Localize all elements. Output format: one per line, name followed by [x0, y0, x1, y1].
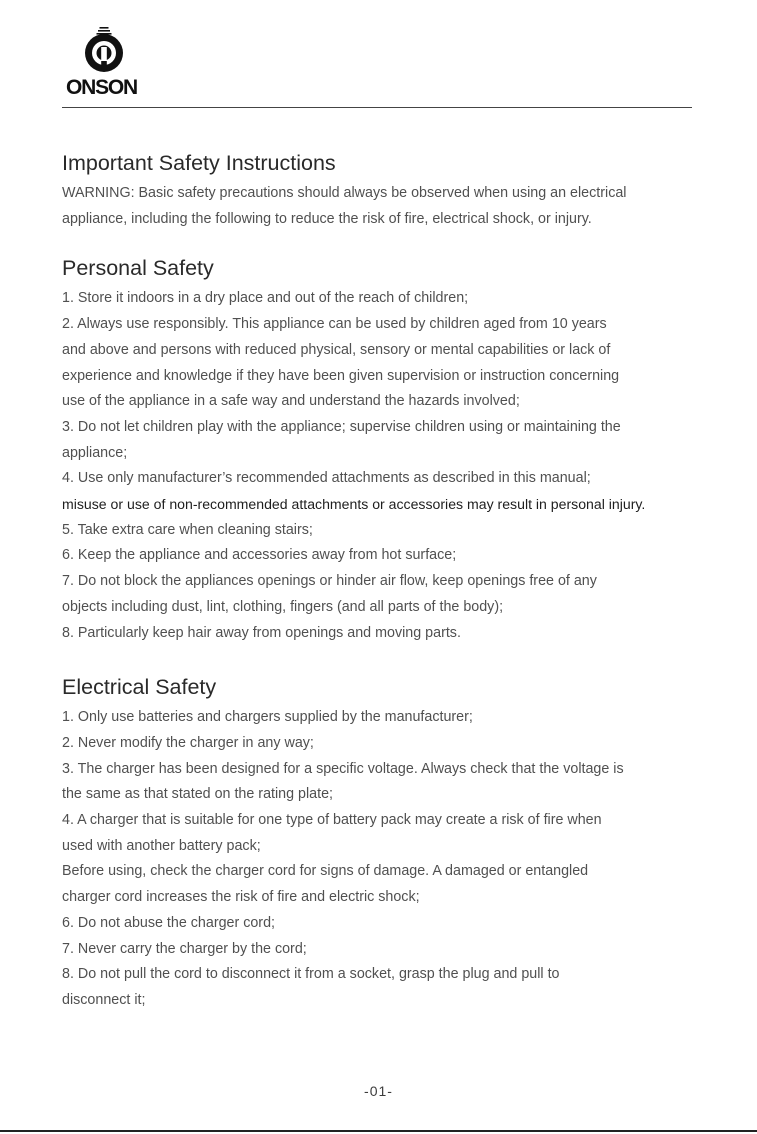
paragraph-line: 1. Only use batteries and chargers supplied by the manufacturer; — [62, 709, 473, 726]
paragraph-line: appliance, including the following to reduce the risk of fire, electrical shock, or injury. — [62, 210, 592, 227]
paragraph-line: the same as that stated on the rating plate; — [62, 786, 334, 803]
section-heading: Electrical Safety — [62, 675, 217, 700]
paragraph-line: used with another battery pack; — [62, 837, 261, 854]
paragraph-line: 4. A charger that is suitable for one type of battery pack may create a risk of fire when — [62, 812, 602, 829]
header-divider — [62, 107, 692, 108]
section-personal-safety — [62, 254, 722, 646]
paragraph-line: disconnect it; — [62, 991, 146, 1008]
section-heading: Important Safety Instructions — [62, 151, 336, 175]
section-electrical-safety — [62, 673, 722, 1013]
paragraph-line: 3. The charger has been designed for a specific voltage. Always check that the voltage is — [62, 760, 624, 777]
paragraph-line: 5. Take extra care when cleaning stairs; — [62, 521, 313, 538]
paragraph-line: charger cord increases the risk of fire and electric shock; — [62, 889, 420, 906]
paragraph-line: 8. Particularly keep hair away from openings and moving parts. — [62, 624, 461, 641]
paragraph-line: objects including dust, lint, clothing, fingers (and all parts of the body); — [62, 598, 504, 615]
paragraph-line: 7. Do not block the appliances openings or hinder air flow, keep openings free of any — [62, 573, 597, 590]
paragraph-line: 1. Store it indoors in a dry place and out of the reach of children; — [62, 290, 469, 307]
section-heading: Personal Safety — [62, 256, 214, 281]
paragraph-line: 7. Never carry the charger by the cord; — [62, 940, 307, 957]
paragraph-line: 8. Do not pull the cord to disconnect it from a socket, grasp the plug and pull to — [62, 966, 560, 983]
paragraph-line: and above and persons with reduced physical, sensory or mental capabilities or lack of — [62, 341, 611, 358]
paragraph-line: misuse or use of non-recommended attachments or accessories may result in personal injury. — [62, 496, 646, 513]
brand-name: ONSON — [66, 76, 138, 99]
paragraph-line: appliance; — [62, 444, 128, 461]
paragraph-line: 3. Do not let children play with the appliance; supervise children using or maintaining the — [62, 418, 621, 435]
document-body — [62, 149, 722, 1014]
paragraph-line: 6. Do not abuse the charger cord; — [62, 914, 275, 931]
paragraph-line: 2. Never modify the charger in any way; — [62, 734, 314, 751]
paragraph-line: Before using, check the charger cord for signs of damage. A damaged or entangled — [62, 863, 589, 880]
onson-logo-icon — [79, 24, 129, 76]
paragraph-line: 2. Always use responsibly. This appliance can be used by children aged from 10 years — [62, 316, 607, 333]
paragraph-line: use of the appliance in a safe way and understand the hazards involved; — [62, 393, 520, 410]
footer-divider — [0, 1130, 757, 1132]
paragraph-line: WARNING: Basic safety precautions should always be observed when using an electrical — [62, 185, 627, 201]
section-important-safety — [62, 149, 722, 232]
page-number: -01- — [364, 1083, 393, 1099]
brand-logo — [66, 24, 146, 100]
paragraph-line: 4. Use only manufacturer’s recommended attachments as described in this manual; — [62, 470, 591, 487]
paragraph-line: 6. Keep the appliance and accessories away from hot surface; — [62, 547, 457, 564]
paragraph-line: experience and knowledge if they have been given supervision or instruction concerning — [62, 367, 620, 384]
